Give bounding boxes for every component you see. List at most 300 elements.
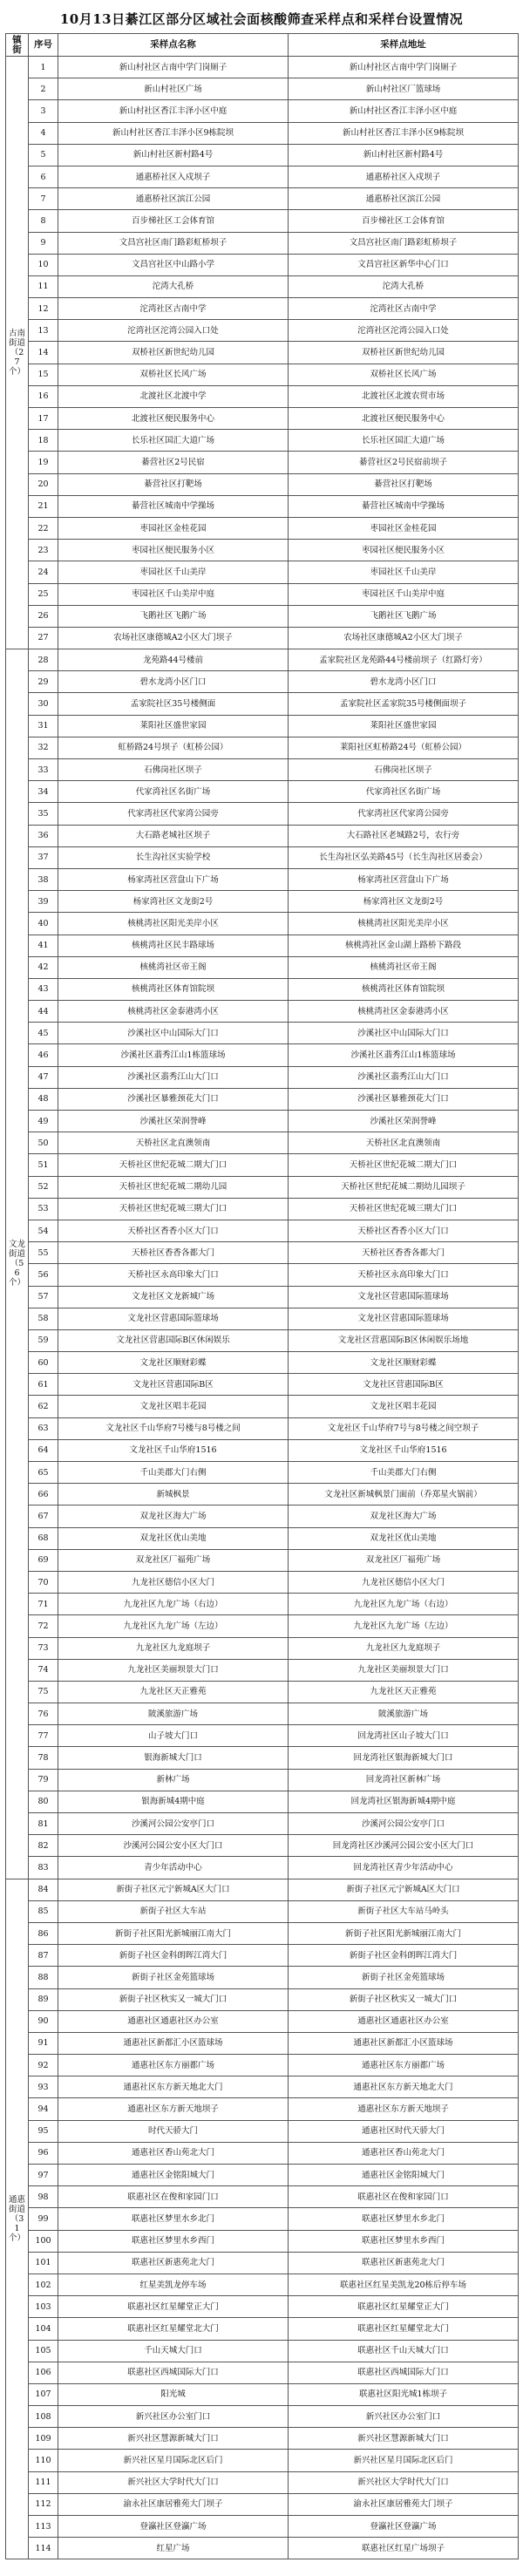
site-name: 核桃湾社区金泰港湾小区 [58, 1001, 289, 1023]
table-row [6, 2165, 519, 2186]
site-address: 文龙社区营惠国际B区 [289, 1374, 519, 1396]
site-name: 通惠社区香山苑北大门 [58, 2142, 289, 2164]
site-address: 新街子社区秋实又一城大门口 [289, 1988, 519, 2010]
table-row [6, 1066, 519, 1088]
site-name: 孟家院社区35号楼侧面 [58, 693, 289, 715]
site-name: 通惠桥社区入戍坝子 [58, 166, 289, 187]
table-row [6, 2142, 519, 2164]
site-name: 沱湾大孔桥 [58, 275, 289, 297]
site-name: 文龙社区唱丰花园 [58, 1396, 289, 1417]
row-number: 49 [29, 1111, 58, 1132]
site-address: 新兴社区办公室门口 [289, 2406, 519, 2428]
row-number: 84 [29, 1879, 58, 1900]
site-name: 文昌宫社区中山路小学 [58, 254, 289, 275]
site-name: 沙溪社区翡秀江山1栋篮球场 [58, 1044, 289, 1066]
table-row [6, 2340, 519, 2362]
row-number: 16 [29, 385, 58, 407]
row-number: 72 [29, 1615, 58, 1637]
site-address: 沱湾社区沱湾公园入口处 [289, 320, 519, 342]
site-address: 核桃湾社区体育馆院坝 [289, 978, 519, 1000]
site-name: 新兴社区大学时代大门口 [58, 2471, 289, 2493]
site-address: 千山美郡大门右侧 [289, 1462, 519, 1484]
site-name: 天桥社区永高印象大门口 [58, 1264, 289, 1286]
table-row [6, 649, 519, 671]
site-name: 新山村社区古南中学门岗厕子 [58, 57, 289, 78]
row-number: 12 [29, 298, 58, 320]
table-row [6, 2230, 519, 2252]
document-title: 10月13日綦江区部分区域社会面核酸筛查采样点和采样台设置情况 [59, 11, 464, 27]
row-number: 108 [29, 2406, 58, 2428]
table-row [6, 232, 519, 254]
site-address: 核桃湾社区金泰港湾小区 [289, 1001, 519, 1023]
table-row [6, 605, 519, 627]
table-row [6, 1220, 519, 1241]
site-address: 通惠桥社区入戍坝子 [289, 166, 519, 187]
table-row [6, 1879, 519, 1900]
row-number: 2 [29, 78, 58, 100]
table-row [6, 540, 519, 561]
row-number: 52 [29, 1176, 58, 1198]
site-name: 沱湾社区古南中学 [58, 298, 289, 320]
site-address: 杨家湾社区营盘山下广场 [289, 868, 519, 890]
site-name: 双龙社区海大广场 [58, 1505, 289, 1527]
site-name: 新街子社区金苑篮球场 [58, 1967, 289, 1988]
site-address: 陂溪旅游广场 [289, 1703, 519, 1725]
table-row [6, 1154, 519, 1176]
table-row [6, 2098, 519, 2120]
site-address: 天桥社区永高印象大门口 [289, 1264, 519, 1286]
site-name: 新街子社区大车站 [58, 1900, 289, 1922]
table-row [6, 1264, 519, 1286]
site-name: 九龙社区九龙广场（左边） [58, 1615, 289, 1637]
site-address: 联惠社区红星广场坝子 [289, 2538, 519, 2559]
table-row [6, 275, 519, 297]
row-number: 87 [29, 1945, 58, 1967]
table-row [6, 2010, 519, 2032]
site-name: 双龙社区优山美地 [58, 1527, 289, 1549]
table-row [6, 2055, 519, 2076]
site-address: 登瀛社区登瀛广场 [289, 2516, 519, 2538]
site-name: 沙溪社区荣润誉峰 [58, 1111, 289, 1132]
site-name: 联惠社区红星耀堂正大门 [58, 2296, 289, 2318]
table-row [6, 1637, 519, 1659]
row-number: 110 [29, 2450, 58, 2471]
row-number: 32 [29, 737, 58, 758]
table-row [6, 2516, 519, 2538]
row-number: 38 [29, 868, 58, 890]
site-name: 天桥社区香香各都大门 [58, 1242, 289, 1264]
row-number: 64 [29, 1439, 58, 1461]
site-name: 联惠社区红星耀堂北大门 [58, 2318, 289, 2340]
row-number: 21 [29, 495, 58, 517]
site-address: 代家湾社区名街广场 [289, 781, 519, 803]
table-row [6, 846, 519, 868]
table-row [6, 1594, 519, 1615]
row-number: 42 [29, 956, 58, 978]
site-name: 联惠社区在俊和家园门口 [58, 2186, 289, 2208]
site-name: 綦营社区城南中学操场 [58, 495, 289, 517]
row-number: 59 [29, 1329, 58, 1351]
row-number: 80 [29, 1791, 58, 1812]
site-address: 新山村社区香江丰泽小区9栋院坝 [289, 122, 519, 144]
table-row [6, 1659, 519, 1681]
site-name: 文龙社区营惠国际B区休闲娱乐 [58, 1329, 289, 1351]
site-address: 联惠社区新惠苑北大门 [289, 2252, 519, 2274]
table-row [6, 57, 519, 78]
header-number: 序号 [29, 34, 58, 57]
site-address: 北渡社区便民服务中心 [289, 408, 519, 430]
site-name: 新兴社区星月国际北区后门 [58, 2450, 289, 2471]
table-row [6, 188, 519, 210]
row-number: 25 [29, 583, 58, 605]
row-number: 27 [29, 627, 58, 649]
row-number: 10 [29, 254, 58, 275]
table-row [6, 1001, 519, 1023]
site-name: 飞鹅社区飞鹅广场 [58, 605, 289, 627]
row-number: 33 [29, 759, 58, 781]
row-number: 62 [29, 1396, 58, 1417]
site-name: 新街子社区金科朗晖江湾大门 [58, 1945, 289, 1967]
site-name: 杨家湾社区营盘山下广场 [58, 868, 289, 890]
site-address: 联惠社区梦里水乡西门 [289, 2230, 519, 2252]
table-row [6, 1044, 519, 1066]
site-address: 联惠社区阳光城1栋坝子 [289, 2383, 519, 2405]
site-name: 通惠社区东方新天地北大门 [58, 2076, 289, 2098]
site-address: 九龙社区九龙广场（左边） [289, 1615, 519, 1637]
row-number: 6 [29, 166, 58, 187]
row-number: 1 [29, 57, 58, 78]
row-number: 99 [29, 2208, 58, 2230]
site-name: 代家湾社区名街广场 [58, 781, 289, 803]
table-row [6, 1813, 519, 1835]
site-name: 通惠社区通惠社区办公室 [58, 2010, 289, 2032]
row-number: 18 [29, 430, 58, 452]
site-name: 新兴社区慧源新城大门口 [58, 2428, 289, 2450]
site-address: 天桥社区北直澳领南 [289, 1132, 519, 1154]
table-row [6, 1945, 519, 1967]
table-row [6, 781, 519, 803]
row-number: 48 [29, 1088, 58, 1110]
table-body [6, 57, 519, 2559]
table-row [6, 583, 519, 605]
table-row [6, 1198, 519, 1220]
row-number: 100 [29, 2230, 58, 2252]
row-number: 91 [29, 2032, 58, 2054]
site-address: 文龙社区千山华府7号与8号楼之间空坝子 [289, 1417, 519, 1439]
row-number: 104 [29, 2318, 58, 2340]
table-row [6, 1527, 519, 1549]
site-name: 通惠社区新都汇小区篮球场 [58, 2032, 289, 2054]
site-address: 回龙湾社区新林广场 [289, 1769, 519, 1791]
row-number: 95 [29, 2120, 58, 2142]
site-address: 文龙社区营惠国际B区休闲娱乐场地 [289, 1329, 519, 1351]
site-address: 双龙社区优山美地 [289, 1527, 519, 1549]
row-number: 88 [29, 1967, 58, 1988]
site-name: 双桥社区新世纪幼儿园 [58, 342, 289, 364]
site-address: 通惠社区东方新天地北大门 [289, 2076, 519, 2098]
site-name: 登瀛社区登瀛广场 [58, 2516, 289, 2538]
site-name: 碧水龙湾小区门口 [58, 671, 289, 693]
row-number: 15 [29, 364, 58, 385]
table-row [6, 495, 519, 517]
site-address: 新街子社区阳光新城丽江南大门 [289, 1922, 519, 1944]
row-number: 86 [29, 1922, 58, 1944]
table-row [6, 759, 519, 781]
table-row [6, 473, 519, 495]
site-name: 九龙社区九龙庭坝子 [58, 1637, 289, 1659]
row-number: 68 [29, 1527, 58, 1549]
site-address: 文龙社区营惠国际篮球场 [289, 1308, 519, 1329]
table-row [6, 2383, 519, 2405]
row-number: 111 [29, 2471, 58, 2493]
site-name: 新城枫景 [58, 1484, 289, 1505]
site-name: 百步梯社区工会体育馆 [58, 210, 289, 232]
site-address: 通惠社区东方新天地坝子 [289, 2098, 519, 2120]
table-row [6, 2450, 519, 2471]
site-name: 天桥社区香香小区大门口 [58, 1220, 289, 1241]
site-address: 沱湾大孔桥 [289, 275, 519, 297]
row-number: 102 [29, 2274, 58, 2295]
site-address: 新兴社区大学时代大门口 [289, 2471, 519, 2493]
site-name: 枣园社区便民服务小区 [58, 540, 289, 561]
site-name: 龙苑路44号楼前 [58, 649, 289, 671]
row-number: 79 [29, 1769, 58, 1791]
table-row [6, 210, 519, 232]
table-row [6, 2296, 519, 2318]
table-row [6, 1747, 519, 1769]
site-address: 新街子社区大车站马岭头 [289, 1900, 519, 1922]
row-number: 40 [29, 913, 58, 935]
row-number: 4 [29, 122, 58, 144]
site-address: 联惠社区在俊和家园门口 [289, 2186, 519, 2208]
site-address: 新街子社区元宁新城A区大门口 [289, 1879, 519, 1900]
site-address: 通惠社区香山苑北大门 [289, 2142, 519, 2164]
site-name: 杨家湾社区文龙街2号 [58, 891, 289, 913]
site-address: 孟家院社区龙苑路44号楼前坝子（红路灯旁） [289, 649, 519, 671]
table-row [6, 2252, 519, 2274]
table-row [6, 1681, 519, 1703]
site-address: 联惠社区红星美凯龙20栋后停车场 [289, 2274, 519, 2295]
table-row [6, 1769, 519, 1791]
row-number: 74 [29, 1659, 58, 1681]
table-row [6, 913, 519, 935]
site-name: 沙溪河公园公安小区大门口 [58, 1835, 289, 1857]
site-address: 綦营社区打靶场 [289, 473, 519, 495]
site-name: 新街子社区秋实又一城大门口 [58, 1988, 289, 2010]
sampling-sites-table [5, 33, 519, 2559]
site-name: 天桥社区世纪花城二期幼儿园 [58, 1176, 289, 1198]
site-name: 大石路老城社区坝子 [58, 825, 289, 846]
site-address: 农场社区康德城A2小区大门坝子 [289, 627, 519, 649]
table-row [6, 1703, 519, 1725]
site-address: 长乐社区国汇大道广场 [289, 430, 519, 452]
site-address: 回龙湾社区山子坡大门口 [289, 1725, 519, 1747]
header-row [6, 34, 519, 57]
row-number: 57 [29, 1286, 58, 1308]
site-name: 北渡社区便民服务中心 [58, 408, 289, 430]
table-row [6, 1439, 519, 1461]
site-address: 回龙湾社区银海新城大门口 [289, 1747, 519, 1769]
row-number: 65 [29, 1462, 58, 1484]
site-name: 新山村社区新村路4号 [58, 144, 289, 166]
table-row [6, 1286, 519, 1308]
site-address: 核桃湾社区阳光美岸小区 [289, 913, 519, 935]
site-address: 沙溪社区中山国际大门口 [289, 1023, 519, 1044]
row-number: 54 [29, 1220, 58, 1241]
site-name: 红星美凯龙停车场 [58, 2274, 289, 2295]
site-name: 沙溪社区中山国际大门口 [58, 1023, 289, 1044]
site-address: 双龙社区海大广场 [289, 1505, 519, 1527]
site-name: 綦营社区2号民宿 [58, 452, 289, 473]
site-name: 时代天骄大门 [58, 2120, 289, 2142]
row-number: 98 [29, 2186, 58, 2208]
row-number: 14 [29, 342, 58, 364]
table-row [6, 78, 519, 100]
table-row [6, 2120, 519, 2142]
row-number: 75 [29, 1681, 58, 1703]
site-address: 联惠社区红星耀堂北大门 [289, 2318, 519, 2340]
table-row [6, 1111, 519, 1132]
row-number: 63 [29, 1417, 58, 1439]
table-row [6, 342, 519, 364]
site-name: 文龙社区营惠国际B区 [58, 1374, 289, 1396]
site-address: 新街子社区金苑篮球场 [289, 1967, 519, 1988]
site-name: 山子坡大门口 [58, 1725, 289, 1747]
row-number: 28 [29, 649, 58, 671]
site-address: 文龙社区新城枫景门面前（乔郑星火锅前） [289, 1484, 519, 1505]
site-address: 回龙湾社区沙溪河公园公安小区大门口 [289, 1835, 519, 1857]
site-address: 莱阳社区盛世家园 [289, 715, 519, 737]
site-name: 渝永社区康居雅苑大门坝子 [58, 2493, 289, 2515]
site-name: 银海新城4期中庭 [58, 1791, 289, 1812]
table-row [6, 2274, 519, 2295]
site-name: 双桥社区长风广场 [58, 364, 289, 385]
row-number: 19 [29, 452, 58, 473]
row-number: 82 [29, 1835, 58, 1857]
site-address: 联惠社区红星耀堂正大门 [289, 2296, 519, 2318]
row-number: 7 [29, 188, 58, 210]
table-row [6, 2471, 519, 2493]
table-row [6, 2493, 519, 2515]
site-address: 双桥社区新世纪幼儿园 [289, 342, 519, 364]
table-row [6, 1791, 519, 1812]
site-name: 九龙社区九龙广场（右边） [58, 1594, 289, 1615]
site-address: 天桥社区世纪花城二期幼儿园坝子 [289, 1176, 519, 1198]
table-row [6, 935, 519, 956]
table-row [6, 737, 519, 758]
table-row [6, 2362, 519, 2383]
site-name: 天桥社区世纪花城三期大门口 [58, 1198, 289, 1220]
table-row [6, 2538, 519, 2559]
table-row [6, 693, 519, 715]
site-name: 农场社区康德城A2小区大门坝子 [58, 627, 289, 649]
site-name: 石佛岗社区坝子 [58, 759, 289, 781]
row-number: 20 [29, 473, 58, 495]
site-address: 联惠社区千山天城大门口 [289, 2340, 519, 2362]
row-number: 5 [29, 144, 58, 166]
site-name: 文龙社区营惠国际篮球场 [58, 1308, 289, 1329]
site-address: 通惠社区时代天骄大门 [289, 2120, 519, 2142]
table-row [6, 2318, 519, 2340]
site-name: 枣园社区千山美岸中庭 [58, 583, 289, 605]
row-number: 60 [29, 1352, 58, 1374]
site-address: 新山村社区厂篮球场 [289, 78, 519, 100]
site-name: 千山天城大门口 [58, 2340, 289, 2362]
table-row [6, 1988, 519, 2010]
row-number: 106 [29, 2362, 58, 2383]
row-number: 56 [29, 1264, 58, 1286]
row-number: 113 [29, 2516, 58, 2538]
table-row [6, 1900, 519, 1922]
table-row [6, 978, 519, 1000]
site-address: 孟家院社区孟家院35号楼侧面坝子 [289, 693, 519, 715]
row-number: 55 [29, 1242, 58, 1264]
site-name: 新街子社区阳光新城丽江南大门 [58, 1922, 289, 1944]
row-number: 67 [29, 1505, 58, 1527]
site-name: 枣园社区千山美岸 [58, 561, 289, 583]
table-row [6, 1549, 519, 1571]
row-number: 93 [29, 2076, 58, 2098]
table-row [6, 1329, 519, 1351]
site-name: 沙溪社区翡秀江山大门口 [58, 1066, 289, 1088]
row-number: 39 [29, 891, 58, 913]
site-address: 北渡社区北渡农贸市场 [289, 385, 519, 407]
site-address: 綦营社区城南中学操场 [289, 495, 519, 517]
site-name: 沙溪社区暴雅颈花大门口 [58, 1088, 289, 1110]
site-address: 沙溪社区暴雅颈花大门口 [289, 1088, 519, 1110]
table-row [6, 803, 519, 825]
site-address: 代家湾社区代家湾公园旁 [289, 803, 519, 825]
row-number: 70 [29, 1571, 58, 1593]
row-number: 43 [29, 978, 58, 1000]
row-number: 109 [29, 2428, 58, 2450]
table-row [6, 1308, 519, 1329]
row-number: 94 [29, 2098, 58, 2120]
table-row [6, 452, 519, 473]
site-address: 九龙社区九龙广场（右边） [289, 1594, 519, 1615]
site-address: 沙溪社区荣润誉峰 [289, 1111, 519, 1132]
row-number: 17 [29, 408, 58, 430]
row-number: 51 [29, 1154, 58, 1176]
town-cell: 通惠街道（31个） [6, 1879, 29, 2559]
table-row [6, 715, 519, 737]
row-number: 78 [29, 1747, 58, 1769]
site-address: 核桃湾社区金山湖上路桥下路段 [289, 935, 519, 956]
site-address: 通惠桥社区滨江公园 [289, 188, 519, 210]
table-row [6, 2406, 519, 2428]
site-address: 天桥社区香香各都大门 [289, 1242, 519, 1264]
site-address: 新山村社区香江丰泽小区中庭 [289, 100, 519, 122]
header-site-address: 采样点地址 [289, 34, 519, 57]
site-address: 文龙社区顺财彩蝶 [289, 1352, 519, 1374]
site-address: 百步梯社区工会体育馆 [289, 210, 519, 232]
site-name: 莱阳社区盛世家园 [58, 715, 289, 737]
site-name: 新山村社区广场 [58, 78, 289, 100]
table-row [6, 1462, 519, 1484]
table-row [6, 1725, 519, 1747]
table-row [6, 2032, 519, 2054]
site-address: 枣园社区千山美岸中庭 [289, 583, 519, 605]
site-name: 九龙社区天正雅苑 [58, 1681, 289, 1703]
row-number: 46 [29, 1044, 58, 1066]
site-address: 飞鹅社区飞鹅广场 [289, 605, 519, 627]
site-address: 文龙社区唱丰花园 [289, 1396, 519, 1417]
site-address: 新街子社区金科朗晖江湾大门 [289, 1945, 519, 1967]
site-name: 通惠桥社区滨江公园 [58, 188, 289, 210]
site-address: 长生沟社区弘美路45号（长生沟社区居委会） [289, 846, 519, 868]
row-number: 24 [29, 561, 58, 583]
site-name: 九龙社区美丽坝景大门口 [58, 1659, 289, 1681]
